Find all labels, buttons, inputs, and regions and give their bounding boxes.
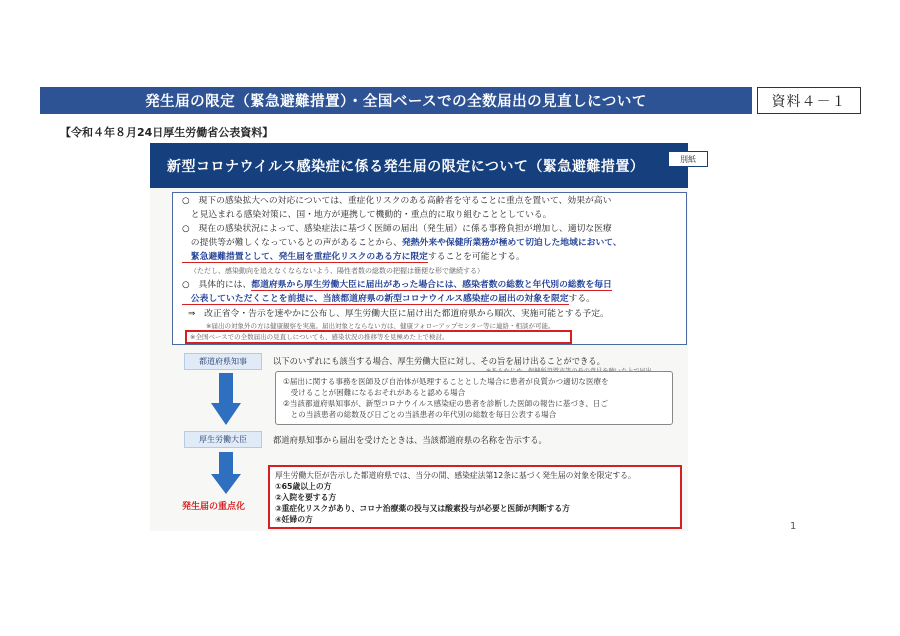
paragraph-1-line-1: ○ 現下の感染拡大への対応については、重症化リスクのある高齢者を守ることに重点を置いて、効果が高い (182, 196, 612, 206)
paragraph-2-emphasis-2: 緊急避難措置として、発生届を重症化リスクのある方に限定 (182, 252, 428, 262)
paragraph-3-emphasis-1: 都道府県から厚生労働大臣に届出があった場合には、感染者数の総数と年代別の総数を毎日 (251, 280, 612, 290)
prefecture-governor-label: 都道府県知事 (184, 353, 262, 370)
paragraph-3-line-2-b: する。 (568, 294, 595, 304)
focus-item: ①65歳以上の方 (275, 482, 332, 491)
focus-intro: 厚生労働大臣が告示した都道府県では、当分の間、感染症法第12条に基づく発生届の対象を限定する。 (275, 471, 636, 480)
page-title-bar (40, 87, 752, 114)
paragraph-2 (182, 222, 622, 264)
paragraph-2-line-2 (182, 236, 622, 250)
paragraph-1-line-2: と見込まれる感染対策に、国・地方が連携して機動的・重点的に取り組むこととしている。 (182, 210, 552, 220)
attachment-badge: 別紙 (668, 151, 708, 167)
condition-1-line-2: 受けることが困難になるおそれがあると認める場合 (283, 388, 466, 397)
condition-1-line-1: ①届出に関する事務を医師及び自治体が処理することとした場合に患者が良質かつ適切な医療を (283, 377, 609, 386)
focus-item: ③重症化リスクがあり、コロナ治療薬の投与又は酸素投与が必要と医師が判断する方 (275, 504, 570, 513)
focus-item: ②入院を要する方 (275, 493, 337, 502)
minister-label: 厚生労働大臣 (184, 431, 262, 448)
source-subheading: 【令和４年８月24日厚生労働省公表資料】 (60, 126, 274, 139)
page-number: 1 (790, 521, 797, 532)
condition-2-line-1: ②当該都道府県知事が、新型コロナウイルス感染症の患者を診断した医師の報告に基づき、日ご (283, 399, 608, 408)
paragraph-2-line-1: ○ 現在の感染状況によって、感染症法に基づく医師の届出（発生届）に係る事務負担が増加し、適切な医療 (182, 224, 612, 234)
paragraph-3-line-2 (182, 292, 612, 306)
paragraph-2-emphasis-1: 発熱外来や保健所業務が極めて切迫した地域において、 (401, 238, 622, 248)
focus-criteria (275, 470, 636, 525)
slide-title (150, 143, 688, 188)
paragraph-2-line-3-b: することを可能とする。 (427, 252, 525, 262)
paragraph-3 (182, 278, 612, 306)
focus-item: ④妊婦の方 (275, 515, 313, 524)
paragraph-3-note-2: ※全国ベースでの全数届出の見直しについても、感染状況の推移等を見極めた上で検討。 (190, 333, 449, 341)
paragraph-3-line-1-a: ○ 具体的には、 (182, 280, 252, 290)
document-label: 資料４－１ (757, 87, 861, 114)
page-title: 発生届の限定（緊急避難措置）・全国ベースでの全数届出の見直しについて (145, 94, 647, 110)
prefecture-text: 以下のいずれにも該当する場合、厚生労働大臣に対し、その旨を届け出ることができる。 (273, 356, 605, 366)
minister-text: 都道府県知事から届出を受けたときは、当該都道府県の名称を告示する。 (273, 435, 547, 445)
down-arrow-icon (211, 373, 241, 425)
condition-2-line-2: との当該患者の総数及び日ごとの当該患者の年代別の総数を毎日公表する場合 (283, 410, 557, 419)
paragraph-1 (182, 194, 611, 222)
slide-title-text: 新型コロナウイルス感染症に係る発生届の限定について（緊急避難措置） (167, 158, 645, 175)
paragraph-2-line-3 (182, 250, 622, 264)
paragraph-3-line-1 (182, 278, 612, 292)
paragraph-2-note: （ただし、感染動向を追えなくならないよう、陽性者数の総数の把握は簡便な形で継続する） (190, 267, 484, 275)
conditions-list (283, 376, 609, 420)
paragraph-3-line-3: ⇒ 改正省令・告示を速やかに公布し、厚生労働大臣に届け出た都道府県から順次、実施可能とする予定。 (188, 309, 609, 319)
paragraph-2-line-2-a: の提供等が難しくなっているとの声があることから、 (182, 238, 402, 248)
notification-focus-label: 発生届の重点化 (182, 502, 246, 512)
down-arrow-icon (211, 452, 241, 494)
paragraph-3-note-1: ※届出の対象外の方は健康観察を実施。届出対象とならない方は、健康フォローアップセンター等に連絡・相談が可能。 (206, 322, 555, 330)
paragraph-3-emphasis-2: 公表していただくことを前提に、当該都道府県の新型コロナウイルス感染症の届出の対象を限定 (182, 294, 569, 304)
